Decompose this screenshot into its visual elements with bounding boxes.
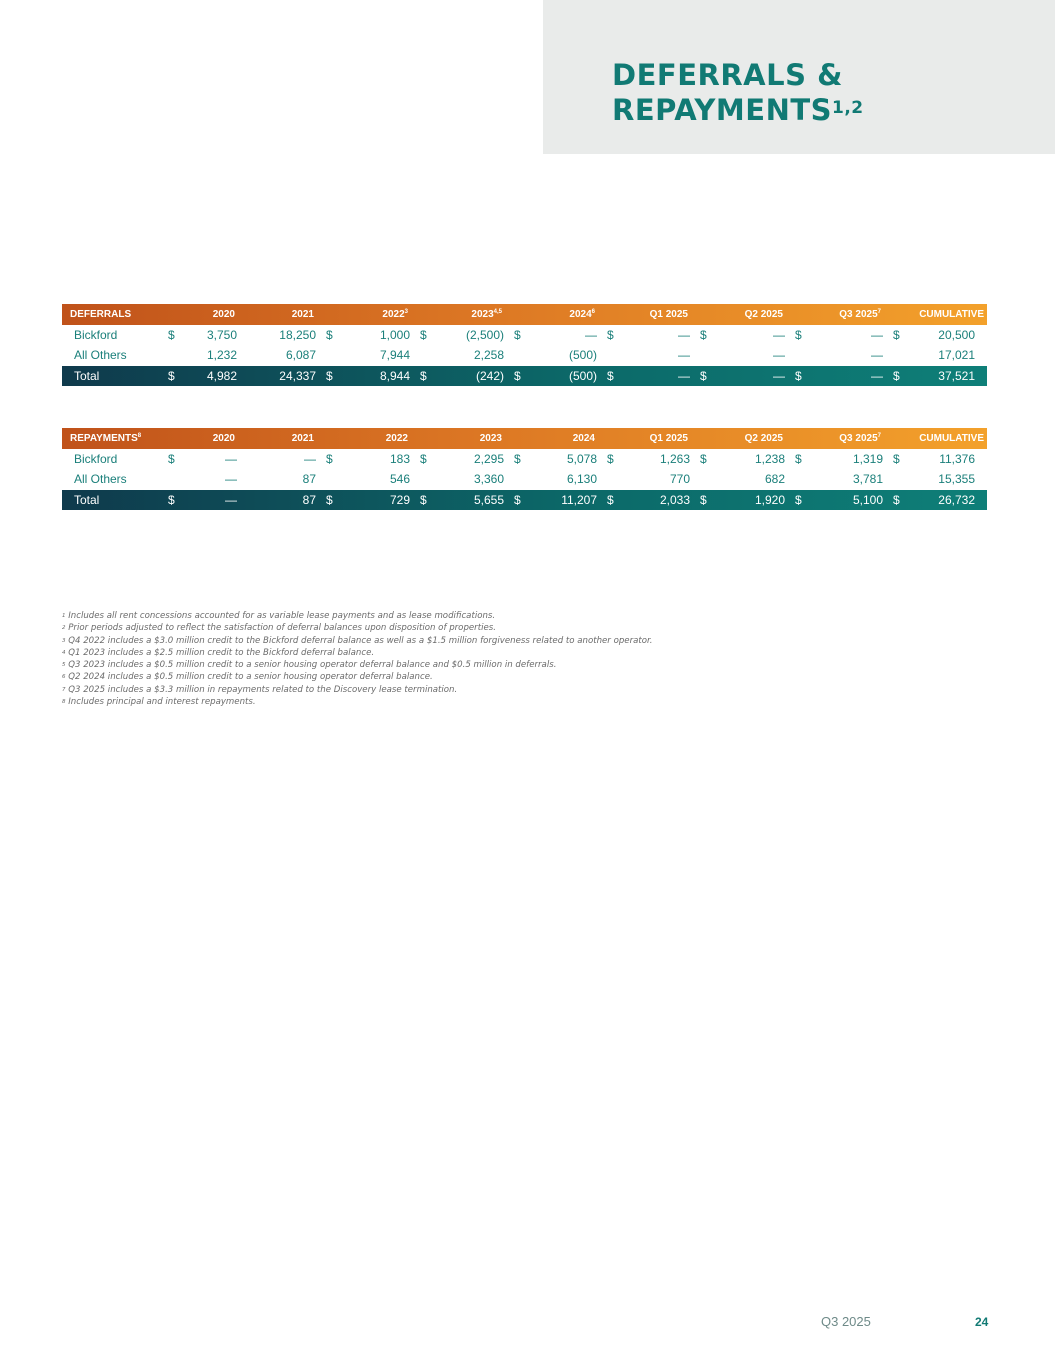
footnote: [62, 671, 652, 683]
title-line-2: [612, 93, 864, 128]
cell-value: —: [678, 327, 690, 342]
table-row: [62, 325, 987, 346]
cell-value: 546: [389, 472, 410, 487]
footnote: [62, 622, 652, 634]
currency-symbol: $: [420, 327, 427, 342]
footnote: [62, 659, 652, 671]
cell-value: —: [225, 451, 237, 466]
cell-value: (2,500): [465, 327, 504, 342]
title-footnote-ref: 1,2: [832, 98, 864, 118]
footnote-number: 6: [62, 674, 66, 681]
header-2020: 2020: [212, 432, 235, 444]
cell-value: 4,982: [206, 368, 237, 383]
footnote-text: Q3 2023 includes a $0.5 million credit to a senior housing operator deferral balance and $0.5 million in deferrals.: [68, 660, 557, 671]
cell-value: 24,337: [279, 368, 316, 383]
currency-symbol: $: [420, 368, 427, 383]
cell-value: —: [225, 472, 237, 487]
cell-value: 729: [389, 492, 410, 507]
cell-value: 1,263: [659, 451, 690, 466]
title-line-1: DEFERRALS &: [612, 58, 843, 92]
table-row: [62, 449, 987, 470]
header-q2-2025: Q2 2025: [744, 432, 783, 444]
title-line-2-text: REPAYMENTS: [612, 93, 833, 127]
cell-value: 682: [764, 472, 785, 487]
currency-symbol: [601, 345, 616, 366]
header-2022: 2022: [385, 432, 408, 444]
cell-value: 3,781: [852, 472, 883, 487]
header-q1-2025: Q1 2025: [649, 432, 688, 444]
row-label: Total: [74, 492, 100, 507]
footnote-number: 3: [62, 637, 66, 644]
cell-value: 1,000: [379, 327, 410, 342]
currency-symbol: $: [607, 451, 614, 466]
footnote-number: 5: [62, 662, 66, 669]
cell-value: —: [773, 348, 785, 363]
row-label: Bickford: [74, 327, 118, 342]
cell-value: 7,944: [379, 348, 410, 363]
cell-value: 5,100: [852, 492, 883, 507]
currency-symbol: $: [700, 327, 707, 342]
currency-symbol: [162, 345, 182, 366]
header-2020: 2020: [212, 308, 235, 320]
cell-value: 6,130: [566, 472, 597, 487]
cell-value: 15,355: [938, 472, 975, 487]
cell-value: 3,360: [473, 472, 504, 487]
currency-symbol: $: [514, 492, 521, 507]
footnotes: [62, 610, 652, 708]
cell-value: (500): [568, 348, 597, 363]
cell-value: 1,232: [206, 348, 237, 363]
currency-symbol: $: [168, 368, 175, 383]
deferrals-header-label: DEFERRALS: [70, 308, 132, 320]
header-cumulative: CUMULATIVE: [919, 308, 984, 320]
currency-symbol: [694, 469, 709, 490]
currency-symbol: $: [607, 327, 614, 342]
currency-symbol: [162, 469, 182, 490]
cell-value: 2,258: [473, 348, 504, 363]
header-2024: 2024: [572, 432, 595, 444]
currency-symbol: $: [514, 451, 521, 466]
page-title: [612, 58, 864, 128]
currency-symbol: [887, 345, 902, 366]
cell-value: —: [773, 327, 785, 342]
header-2021: 2021: [291, 432, 314, 444]
footnote: [62, 647, 652, 659]
currency-symbol: $: [420, 451, 427, 466]
header-q3-2025: Q3 2025$^7$: [839, 308, 881, 320]
deferrals-header-row: [62, 304, 987, 325]
cell-value: 6,087: [285, 348, 316, 363]
header-q1-2025: Q1 2025: [649, 308, 688, 320]
currency-symbol: $: [514, 327, 521, 342]
cell-value: 3,750: [206, 327, 237, 342]
footnote-text: Q2 2024 includes a $0.5 million credit to a senior housing operator deferral balance.: [68, 672, 433, 683]
repayments-header-label: REPAYMENTS$^8$: [70, 432, 142, 444]
currency-symbol: [508, 469, 523, 490]
footnote-text: Q4 2022 includes a $3.0 million credit to the Bickford deferral balance as well as a $1.5 million forgiveness related to another operator.: [68, 635, 653, 646]
currency-symbol: $: [326, 327, 333, 342]
cell-value: —: [678, 368, 690, 383]
cell-value: —: [871, 368, 883, 383]
cell-value: 87: [302, 492, 316, 507]
cell-value: 5,078: [566, 451, 597, 466]
cell-value: 2,033: [659, 492, 690, 507]
currency-symbol: $: [893, 451, 900, 466]
row-label: All Others: [74, 472, 127, 487]
footnote: [62, 684, 652, 696]
cell-value: —: [871, 327, 883, 342]
cell-value: (242): [475, 368, 504, 383]
cell-value: —: [678, 348, 690, 363]
footer-period-label: Q3 2025: [821, 1314, 871, 1329]
cell-value: —: [225, 492, 237, 507]
header-2022: 2022$^3$: [382, 308, 408, 320]
footnote-text: Q3 2025 includes a $3.3 million in repayments related to the Discovery lease termination.: [68, 684, 458, 695]
currency-symbol: $: [607, 492, 614, 507]
currency-symbol: [414, 469, 429, 490]
currency-symbol: [601, 469, 616, 490]
deferrals-table: [62, 304, 987, 386]
cell-value: 183: [389, 451, 410, 466]
cell-value: 11,376: [939, 451, 975, 466]
currency-symbol: $: [326, 451, 333, 466]
header-2021: 2021: [291, 308, 314, 320]
row-label: Total: [74, 368, 100, 383]
cell-value: —: [304, 451, 316, 466]
header-2023: 2023: [479, 432, 502, 444]
cell-value: —: [585, 327, 597, 342]
cell-value: 5,655: [473, 492, 504, 507]
footnote-text: Q1 2023 includes a $2.5 million credit to the Bickford deferral balance.: [68, 647, 375, 658]
currency-symbol: $: [700, 368, 707, 383]
currency-symbol: $: [326, 492, 333, 507]
cell-value: —: [773, 368, 785, 383]
footnote-number: 1: [62, 613, 66, 619]
currency-symbol: $: [168, 451, 175, 466]
currency-symbol: [320, 345, 335, 366]
row-label: Bickford: [74, 451, 118, 466]
header-2023: 2023$^{4,5}$: [471, 308, 502, 320]
table-row: [62, 345, 987, 366]
currency-symbol: [320, 469, 335, 490]
currency-symbol: $: [607, 368, 614, 383]
currency-symbol: $: [893, 368, 900, 383]
footnote: [62, 696, 652, 708]
currency-symbol: $: [700, 492, 707, 507]
cell-value: 1,319: [852, 451, 883, 466]
cell-value: 20,500: [938, 327, 975, 342]
cell-value: 770: [669, 472, 690, 487]
currency-symbol: $: [795, 368, 802, 383]
footnote-text: Includes principal and interest repayments.: [68, 697, 256, 708]
footnote-number: 4: [62, 649, 66, 656]
currency-symbol: [694, 345, 709, 366]
header-q2-2025: Q2 2025: [744, 308, 783, 320]
table-row: [62, 469, 987, 490]
cell-value: 17,021: [938, 348, 975, 363]
currency-symbol: [789, 345, 804, 366]
currency-symbol: $: [700, 451, 707, 466]
currency-symbol: $: [168, 327, 175, 342]
cell-value: 26,732: [938, 492, 975, 507]
footnote-number: 7: [62, 686, 66, 693]
header-2024: 2024$^6$: [569, 308, 595, 320]
cell-value: 1,238: [754, 451, 785, 466]
footnote-text: Prior periods adjusted to reflect the satisfaction of deferral balances upon disposition of properties.: [68, 623, 496, 634]
currency-symbol: [414, 345, 429, 366]
total-row: [62, 366, 987, 387]
repayments-table: [62, 428, 987, 510]
cell-value: (500): [568, 368, 597, 383]
currency-symbol: $: [168, 492, 175, 507]
cell-value: 37,521: [938, 368, 975, 383]
currency-symbol: [789, 469, 804, 490]
cell-value: 18,250: [279, 327, 316, 342]
repayments-header-row: [62, 428, 987, 449]
header-q3-2025: Q3 2025$^7$: [839, 432, 881, 444]
cell-value: 1,920: [754, 492, 785, 507]
currency-symbol: $: [795, 327, 802, 342]
total-row: [62, 490, 987, 511]
cell-value: 2,295: [473, 451, 504, 466]
page-number: 24: [975, 1315, 989, 1329]
currency-symbol: $: [420, 492, 427, 507]
footnote-number: 2: [62, 625, 66, 632]
footnote-number: 8: [62, 699, 66, 706]
row-label: All Others: [74, 348, 127, 363]
currency-symbol: [508, 345, 523, 366]
header-cumulative: CUMULATIVE: [919, 432, 984, 444]
cell-value: 11,207: [561, 492, 597, 507]
cell-value: 8,944: [379, 368, 410, 383]
currency-symbol: [887, 469, 902, 490]
footnote: [62, 635, 652, 647]
cell-value: —: [871, 348, 883, 363]
currency-symbol: $: [795, 451, 802, 466]
footnote: [62, 610, 652, 622]
currency-symbol: $: [795, 492, 802, 507]
currency-symbol: $: [326, 368, 333, 383]
currency-symbol: $: [893, 492, 900, 507]
currency-symbol: $: [893, 327, 900, 342]
cell-value: 87: [302, 472, 316, 487]
footnote-text: Includes all rent concessions accounted for as variable lease payments and as lease modifications.: [68, 611, 496, 621]
currency-symbol: $: [514, 368, 521, 383]
